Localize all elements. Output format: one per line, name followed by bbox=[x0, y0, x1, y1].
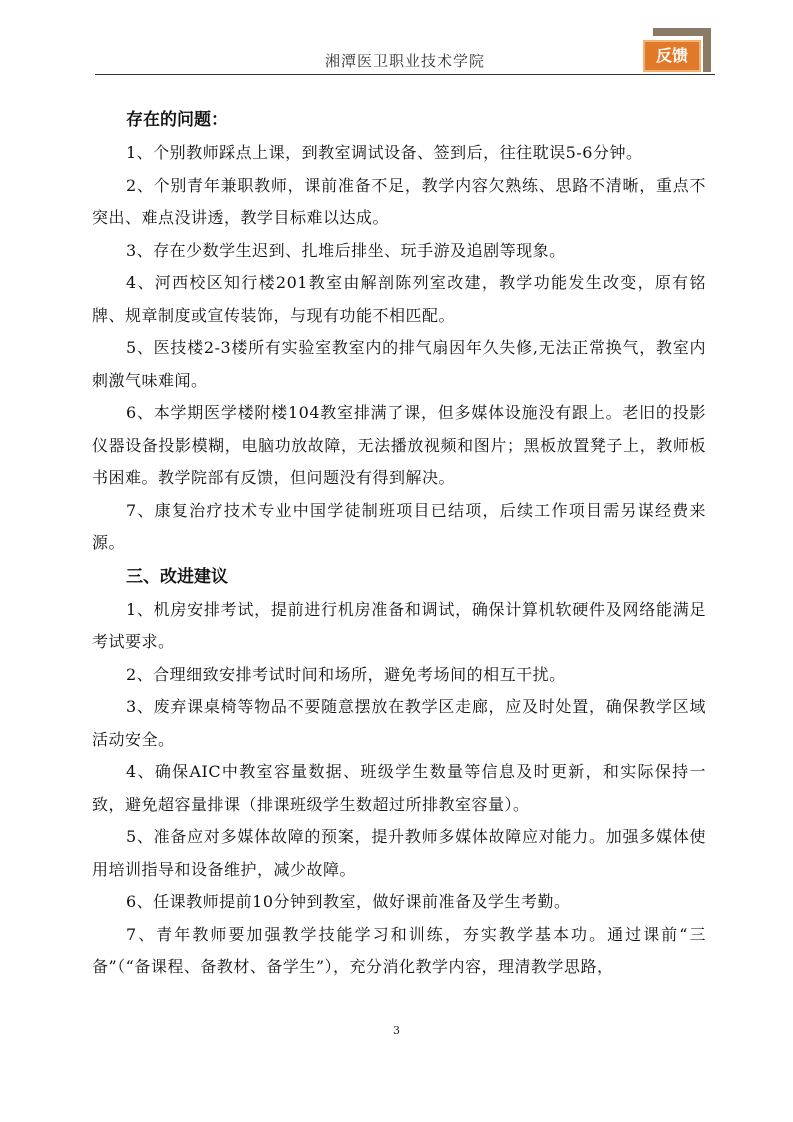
suggestion-item: 1、机房安排考试，提前进行机房准备和调试，确保计算机软硬件及网络能满足考试要求。 bbox=[92, 599, 706, 651]
page-header bbox=[95, 30, 715, 75]
logo-frame-horizontal bbox=[653, 28, 711, 36]
logo-badge: 反馈 bbox=[643, 40, 701, 72]
suggestion-item: 2、合理细致安排考试时间和场所，避免考场间的相互干扰。 bbox=[126, 664, 566, 684]
header-rule bbox=[95, 74, 715, 75]
problem-item: 3、存在少数学生迟到、扎堆后排坐、玩手游及追剧等现象。 bbox=[126, 240, 566, 260]
problem-item: 5、医技楼2-3楼所有实验室教室内的排气扇因年久失修,无法正常换气，教室内刺激气味难闻。 bbox=[92, 338, 706, 390]
header-title: 湘潭医卫职业技术学院 bbox=[324, 52, 485, 70]
suggestion-item: 3、废弃课桌椅等物品不要随意摆放在教学区走廊，应及时处置，确保教学区域活动安全。 bbox=[92, 697, 706, 749]
suggestion-item: 4、确保AIC中教室容量数据、班级学生数量等信息及时更新，和实际保持一致，避免超容量排课（排课班级学生数超过所排教室容量）。 bbox=[92, 762, 706, 814]
page-number: 3 bbox=[393, 1024, 400, 1037]
problem-item: 7、康复治疗技术专业中国学徒制班项目已结项，后续工作项目需另谋经费来源。 bbox=[92, 500, 706, 552]
section-heading-suggestions: 三、改进建议 bbox=[126, 566, 228, 587]
suggestion-item: 7、青年教师要加强教学技能学习和训练，夯实教学基本功。通过课前“三备”（“备课程、备教材、备学生”），充分消化教学内容，理清教学思路， bbox=[92, 924, 706, 976]
suggestion-item: 6、任课教师提前10分钟到教室，做好课前准备及学生考勤。 bbox=[126, 892, 571, 911]
problem-item: 4、河西校区知行楼201教室由解剖陈列室改建，教学功能发生改变，原有铭牌、规章制度或宣传装饰，与现有功能不相匹配。 bbox=[92, 273, 706, 325]
suggestion-item: 5、准备应对多媒体故障的预案，提升教师多媒体故障应对能力。加强多媒体使用培训指导和设备维护，减少故障。 bbox=[92, 827, 706, 879]
problem-item: 6、本学期医学楼附楼104教室排满了课，但多媒体设施没有跟上。老旧的投影仪器设备投影模糊，电脑功放故障，无法播放视频和图片；黑板放置凳子上，教师板书困难。教学院部有反馈，但问题没有得到解决。 bbox=[92, 403, 706, 487]
problem-item: 1、个别教师踩点上课，到教室调试设备、签到后，往往耽误5-6分钟。 bbox=[126, 143, 643, 162]
feedback-logo bbox=[643, 28, 711, 72]
document-body bbox=[92, 103, 706, 984]
section-heading-problems: 存在的问题： bbox=[126, 110, 228, 130]
problem-item: 2、个别青年兼职教师，课前准备不足，教学内容欠熟练、思路不清晰，重点不突出、难点没讲透，教学目标难以达成。 bbox=[92, 175, 706, 227]
